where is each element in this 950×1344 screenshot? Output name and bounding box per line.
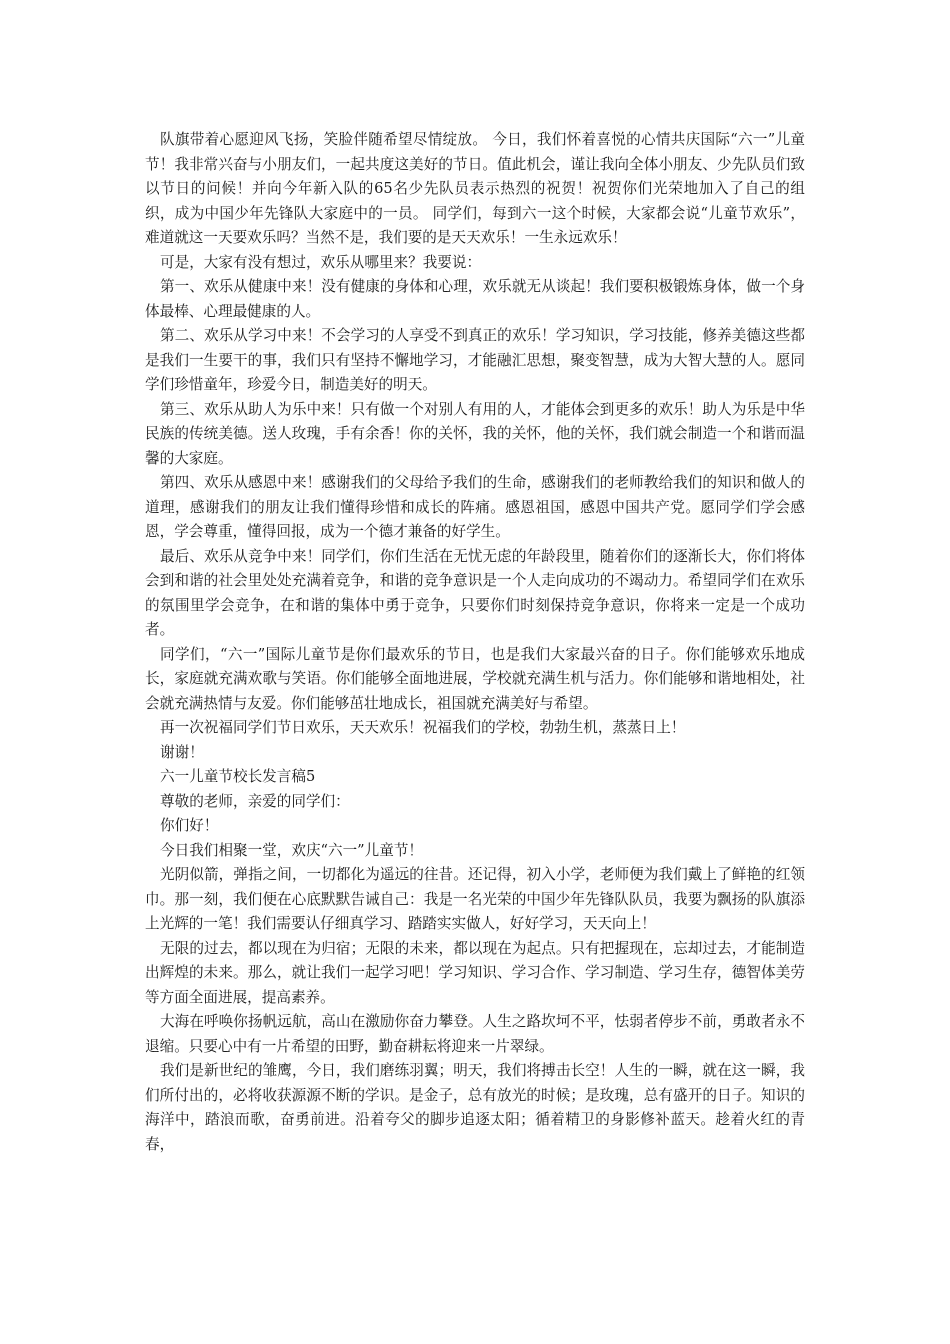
paragraph-festival: 同学们，“六一”国际儿童节是你们最欢乐的节日，也是我们大家最兴奋的日子。你们能够欢乐地成长，家庭就充满欢歌与笑语。你们能够全面地进展，学校就充满生机与活力。你们能够和谐地相处，社会就充满热情与友爱。你们能够茁壮地成长，祖国就充满美好与希望。	[145, 645, 805, 712]
paragraph-question: 可是，大家有没有想过，欢乐从哪里来？我要说：	[160, 253, 482, 271]
paragraph-gathering: 今日我们相聚一堂，欢庆“六一”儿童节！	[160, 841, 424, 859]
paragraph-memory: 光阴似箭，弹指之间，一切都化为遥远的往昔。还记得，初入小学，老师便为我们戴上了鲜艳的红领巾。那一刻，我们便在心底默默告诫自己：我是一名光荣的中国少年先锋队队员，我要为飘扬的队旗添上光辉的一笔！我们需要认仔细真学习、踏踏实实做人，好好学习，天天向上！	[145, 866, 805, 932]
paragraph-greeting: 你们好！	[160, 817, 219, 834]
paragraph-point-four: 第四、欢乐从感恩中来！感谢我们的父母给予我们的生命，感谢我们的老师教给我们的知识和做人的道理，感谢我们的朋友让我们懂得珍惜和成长的阵痛。感恩祖国，感恩中国共产党。愿同学们学会感恩，学会尊重，懂得回报，成为一个德才兼备的好学生。	[145, 474, 805, 540]
paragraph-point-one: 第一、欢乐从健康中来！没有健康的身体和心理，欢乐就无从谈起！我们要积极锻炼身体，做一个身体最棒、心理最健康的人。	[145, 278, 805, 320]
document-body	[145, 128, 805, 1157]
paragraph-opening: 队旗带着心愿迎风飞扬，笑脸伴随希望尽情绽放。 今日，我们怀着喜悦的心情共庆国际“六一”儿童节！我非常兴奋与小朋友们，一起共度这美好的节日。值此机会，谨让我向全体小朋友、少先队员们致以节日的问候！并向今年新入队的65名少先队员表示热烈的祝贺！祝贺你们光荣地加入了自己的组织，成为中国少年先锋队大家庭中的一员。 同学们，每到六一这个时候，大家都会说“儿童节欢乐”，难道就这一天要欢乐吗？当然不是，我们要的是天天欢乐！一生永远欢乐！	[145, 131, 805, 246]
paragraph-point-three: 第三、欢乐从助人为乐中来！只有做一个对别人有用的人，才能体会到更多的欢乐！助人为乐是中华民族的传统美德。送人玫瑰，手有余香！你的关怀，我的关怀，他的关怀，我们就会制造一个和谐而温馨的大家庭。	[145, 400, 805, 467]
section-heading: 六一儿童节校长发言稿5	[160, 768, 316, 785]
paragraph-sea: 大海在呼唤你扬帆远航，高山在激励你奋力攀登。人生之路坎坷不平，怯弱者停步不前，勇敢者永不退缩。只要心中有一片希望的田野，勤奋耕耘将迎来一片翠绿。	[145, 1013, 805, 1055]
paragraph-blessing: 再一次祝福同学们节日欢乐，天天欢乐！祝福我们的学校，勃勃生机，蒸蒸日上！	[160, 719, 686, 736]
paragraph-salutation: 尊敬的老师，亲爱的同学们：	[160, 792, 350, 810]
paragraph-point-two: 第二、欢乐从学习中来！不会学习的人享受不到真正的欢乐！学习知识，学习技能，修养美德这些都是我们一生要干的事，我们只有坚持不懈地学习，才能融汇思想，聚变智慧，成为大智大慧的人。愿同学们珍惜童年，珍爱今日，制造美好的明天。	[145, 327, 805, 393]
paragraph-point-last: 最后、欢乐从竞争中来！同学们，你们生活在无忧无虑的年龄段里，随着你们的逐渐长大，你们将体会到和谐的社会里处处充满着竞争，和谐的竞争意识是一个人走向成功的不竭动力。希望同学们在欢乐的氛围里学会竞争，在和谐的集体中勇于竞争，只要你们时刻保持竞争意识，你将来一定是一个成功者。	[145, 547, 805, 638]
paragraph-eagle: 我们是新世纪的雏鹰，今日，我们磨练羽翼；明天，我们将搏击长空！人生的一瞬，就在这一瞬，我们所付出的，必将收获源源不断的学识。是金子，总有放光的时候；是玫瑰，总有盛开的日子。知识的海洋中，踏浪而歌，奋勇前进。沿着夸父的脚步追逐太阳；循着精卫的身影修补蓝天。趁着火红的青春，	[145, 1062, 805, 1153]
paragraph-thanks: 谢谢！	[160, 743, 204, 761]
paragraph-present: 无限的过去，都以现在为归宿；无限的未来，都以现在为起点。只有把握现在，忘却过去，才能制造出辉煌的未来。那么，就让我们一起学习吧！学习知识、学习合作、学习制造、学习生存，德智体美劳等方面全面进展，提高素养。	[145, 939, 805, 1006]
